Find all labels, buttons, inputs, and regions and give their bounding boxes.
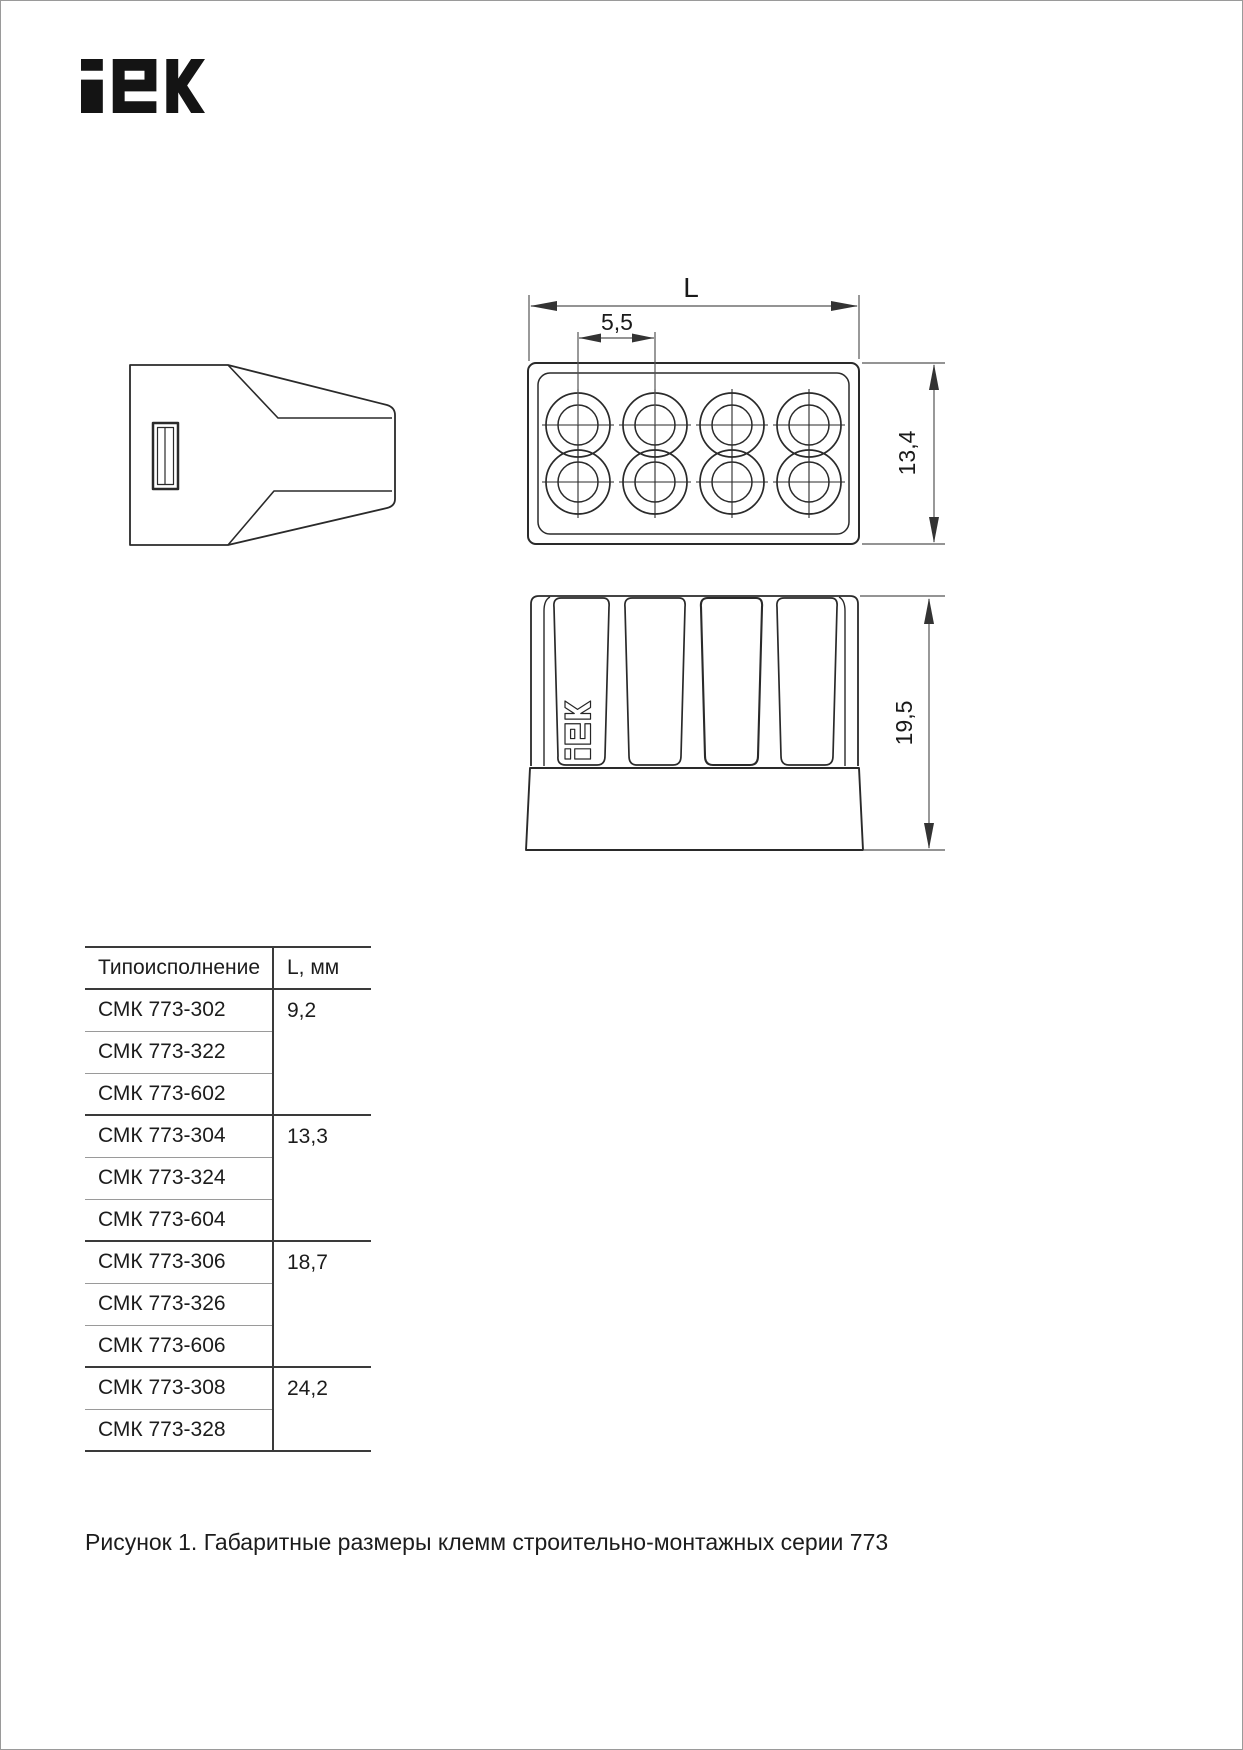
table-row <box>85 1241 371 1283</box>
lever-3 <box>701 598 762 765</box>
front-view-wall-left <box>544 597 550 766</box>
iek-logo <box>81 59 205 113</box>
model-cell: СМК 773-602 <box>85 1073 273 1115</box>
model-cell: СМК 773-604 <box>85 1199 273 1241</box>
model-cell: СМК 773-326 <box>85 1283 273 1325</box>
model-cell: СМК 773-606 <box>85 1325 273 1367</box>
front-view-shell <box>531 596 858 766</box>
table-header-row <box>85 947 371 989</box>
figure-caption: Рисунок 1. Габаритные размеры клемм строительно-монтажных серии 773 <box>85 1529 889 1555</box>
lever-2 <box>625 598 685 765</box>
top-view-inner <box>538 373 849 534</box>
size-table-container <box>85 946 371 1452</box>
front-view-base <box>526 768 863 850</box>
side-view-outline <box>130 365 395 545</box>
lever-1 <box>554 598 609 765</box>
terminal-holes <box>542 389 845 518</box>
length-cell: 18,7 <box>273 1241 371 1367</box>
model-cell: СМК 773-328 <box>85 1409 273 1451</box>
dim-pitch <box>578 332 655 425</box>
dim-pitch-label: 5,5 <box>601 309 633 335</box>
dimensions <box>529 295 945 850</box>
front-view-wall-right <box>839 597 845 766</box>
table-row <box>85 1367 371 1409</box>
table-row <box>85 989 371 1031</box>
model-cell: СМК 773-322 <box>85 1031 273 1073</box>
technical-drawing <box>1 1 1243 1750</box>
model-cell: СМК 773-308 <box>85 1367 273 1409</box>
lever-4 <box>777 598 837 765</box>
lever-iek-logo <box>565 701 591 759</box>
col-header-length: L, мм <box>273 947 371 989</box>
model-cell: СМК 773-324 <box>85 1157 273 1199</box>
model-cell: СМК 773-304 <box>85 1115 273 1157</box>
dim-total-height-label: 19,5 <box>891 700 917 746</box>
size-table <box>85 946 371 1452</box>
length-cell: 13,3 <box>273 1115 371 1241</box>
side-view <box>130 365 395 545</box>
length-cell: 24,2 <box>273 1367 371 1451</box>
model-cell: СМК 773-306 <box>85 1241 273 1283</box>
length-cell: 9,2 <box>273 989 371 1115</box>
col-header-type: Типоисполнение <box>85 947 273 989</box>
side-view-funnel-bottom <box>228 491 392 545</box>
dim-body-height-label: 13,4 <box>894 430 920 476</box>
model-cell: СМК 773-302 <box>85 989 273 1031</box>
table-row <box>85 1115 371 1157</box>
front-view <box>526 596 863 850</box>
side-view-funnel-top <box>228 365 392 418</box>
dim-L-label: L <box>683 272 699 303</box>
